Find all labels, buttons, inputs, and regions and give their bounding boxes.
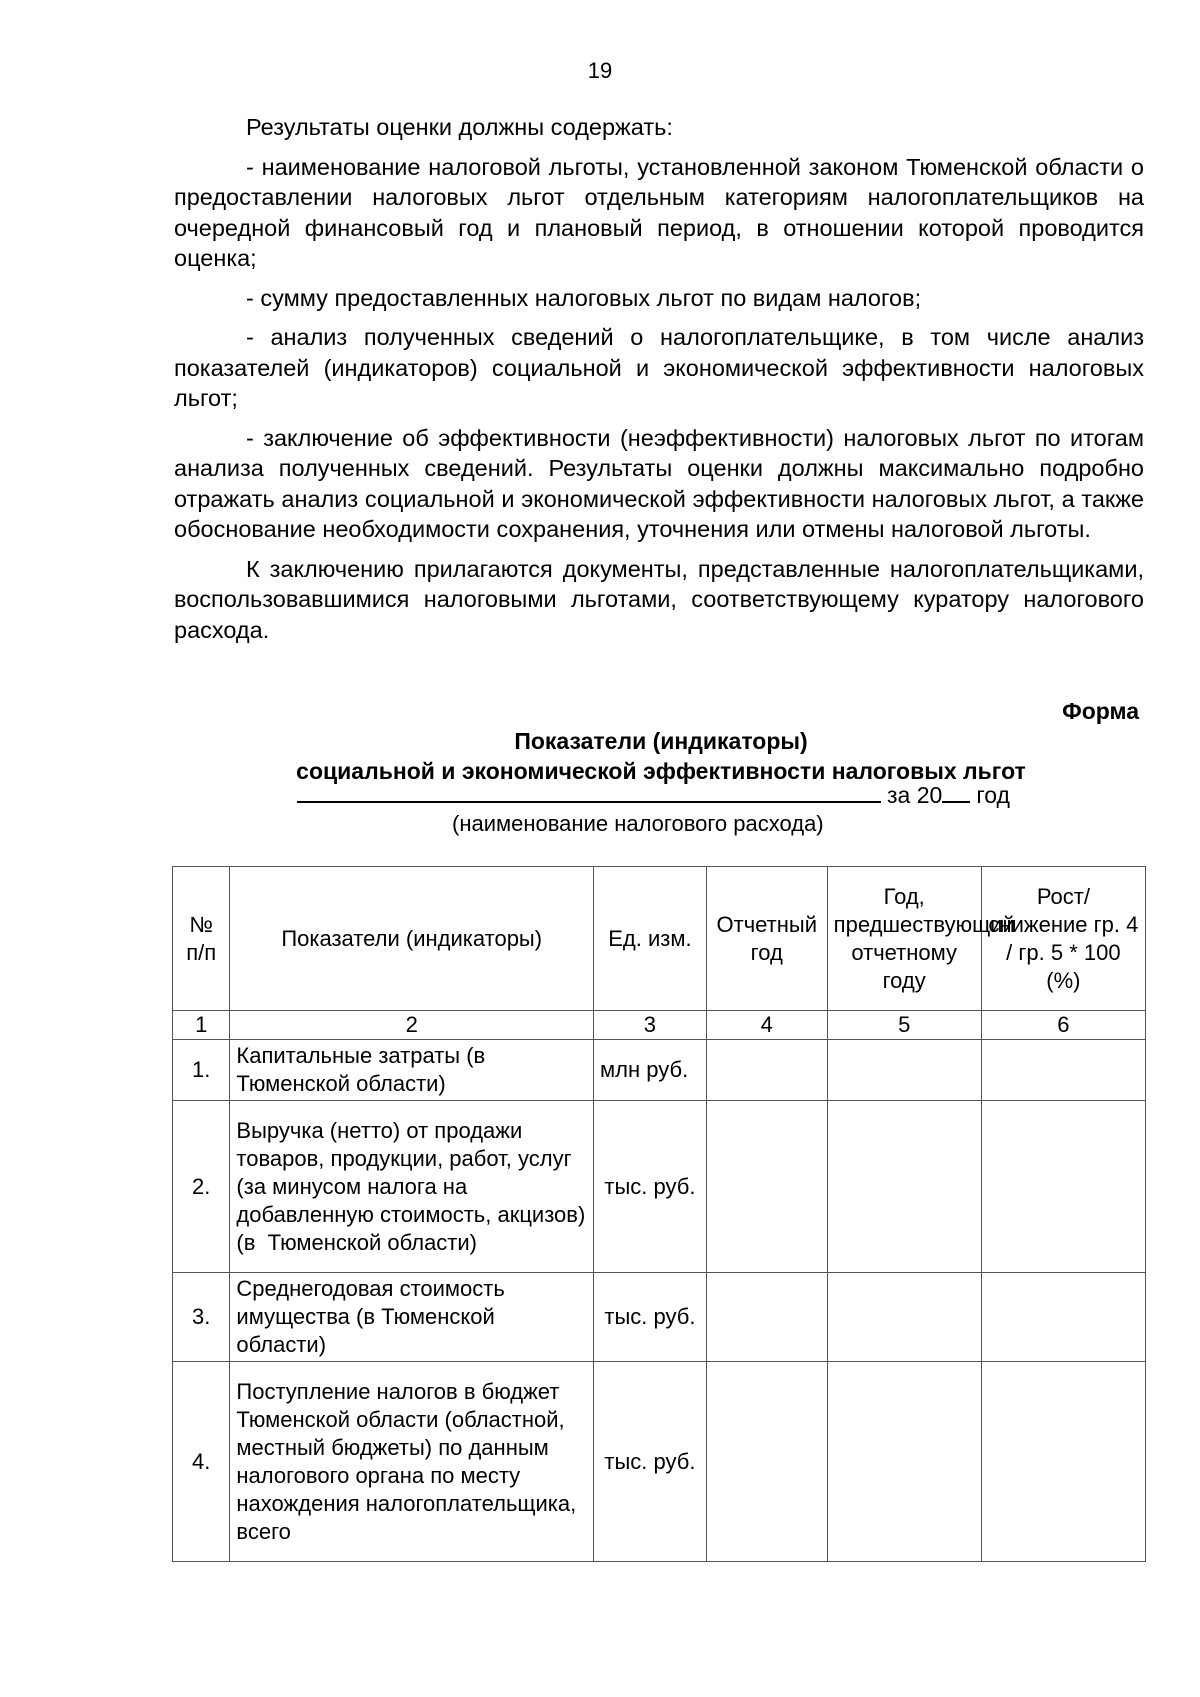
paragraph-attachments: К заключению прилагаются документы, представленные налогоплательщиками, воспользовавшимися налоговыми льготами, соответствующему куратору налогового расхода. [174,555,1144,643]
page-number: 19 [587,58,613,83]
row-indicator: Капитальные затраты (в Тюменской области) [230,1040,594,1101]
table-row [173,1273,1146,1362]
table-header-row [173,867,1146,1011]
table-row [173,1040,1146,1101]
row-growth-value [981,1101,1145,1273]
period-prefix: за 20 [887,782,943,808]
row-number: 1. [173,1040,230,1101]
period-suffix: год [976,782,1010,808]
column-number: 3 [594,1011,707,1040]
row-indicator: Поступление налогов в бюджет Тюменской области (областной, местный бюджеты) по данным налогового органа по месту нахождения налогоплательщика, всего [230,1362,594,1562]
row-indicator [230,1101,594,1273]
paragraph-item-conclusion: - заключение об эффективности (неэффективности) налоговых льгот по итогам анализа полученных сведений. Результаты оценки должны максимально подробно отражать анализ социальной и экономической эффективности налоговых льгот, а также обоснование необходимости сохранения, уточнения или отмены налоговой льготы. [174,424,1144,542]
header-reporting-year: Отчетный год [706,867,827,1011]
row-number: 4. [173,1362,230,1562]
table-row [173,1362,1146,1562]
paragraph-intro: Результаты оценки должны содержать: [246,114,673,140]
table-row [173,1101,1146,1273]
row-unit: тыс. руб. [594,1101,707,1273]
row-number: 3. [173,1273,230,1362]
column-number-row [173,1011,1146,1040]
row-unit: тыс. руб. [594,1273,707,1362]
row-previous-value [827,1101,981,1273]
form-label: Форма [1062,698,1139,724]
column-number: 2 [230,1011,594,1040]
row-indicator-text: Выручка (нетто) от продажи товаров, продукции, работ, услуг (за минусом налога на добавленную стоимость, акцизов) [236,1117,586,1227]
row-reporting-value [706,1273,827,1362]
header-growth: Рост/ снижение гр. 4 / гр. 5 * 100 (%) [981,867,1145,1011]
header-unit: Ед. изм. [594,867,707,1011]
form-title [0,726,1200,786]
form-title-line2: социальной и экономической эффективности налоговых льгот [296,758,1026,784]
paragraph-item-analysis: - анализ полученных сведений о налогоплательщике, в том числе анализ показателей (индикаторов) социальной и экономической эффективности налоговых льгот; [174,324,1144,411]
row-number: 2. [173,1101,230,1273]
paragraph-item-name: - наименование налоговой льготы, установленной законом Тюменской области о предоставлении налоговых льгот отдельным категориям налогоплательщиков на очередной финансовый год и плановый период, в отношении которой проводится оценка; [174,153,1144,271]
column-number: 6 [981,1011,1145,1040]
row-reporting-value [706,1040,827,1101]
indicators-table [172,866,1146,1562]
row-indicator: Среднегодовая стоимость имущества (в Тюменской области) [230,1273,594,1362]
year-blank [942,783,970,803]
row-indicator-region: (в Тюменской области) [236,1229,477,1255]
column-number: 5 [827,1011,981,1040]
header-number: № п/п [173,867,230,1011]
row-unit: млн руб. [594,1040,707,1101]
column-number: 1 [173,1011,230,1040]
row-growth-value [981,1273,1145,1362]
header-indicator: Показатели (индикаторы) [230,867,594,1011]
expense-name-blank [297,783,881,803]
paragraph-item-sum: - сумму предоставленных налоговых льгот по видам налогов; [246,284,922,311]
row-reporting-value [706,1101,827,1273]
form-caption: (наименование налогового расхода) [452,811,824,836]
row-reporting-value [706,1362,827,1562]
form-period [297,782,1010,809]
row-growth-value [981,1040,1145,1101]
row-previous-value [827,1362,981,1562]
column-number: 4 [706,1011,827,1040]
header-previous-year: Год, предшествующий отчетному году [827,867,981,1011]
body-text [174,112,1144,654]
form-title-line1: Показатели (индикаторы) [514,728,808,754]
row-previous-value [827,1273,981,1362]
row-previous-value [827,1040,981,1101]
row-growth-value [981,1362,1145,1562]
row-unit: тыс. руб. [594,1362,707,1562]
